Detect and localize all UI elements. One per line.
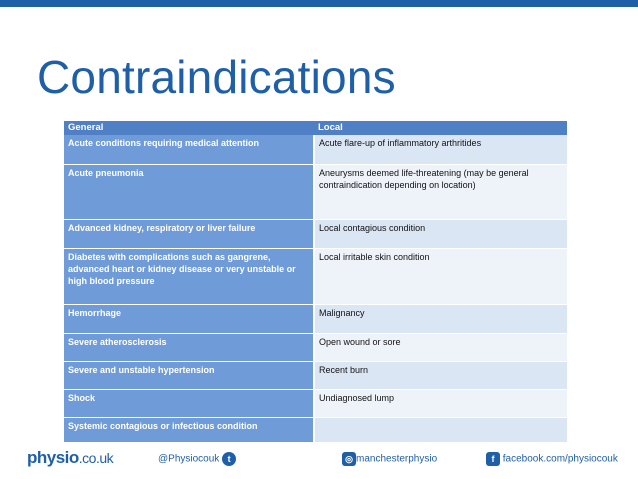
instagram-link[interactable]	[342, 452, 437, 466]
local-cell: Aneurysms deemed life-threatening (may be general contraindication depending on location)	[314, 164, 567, 219]
general-cell: Advanced kidney, respiratory or liver failure	[64, 219, 314, 248]
general-cell: Severe atherosclerosis	[64, 333, 314, 361]
instagram-icon: ◎	[342, 452, 356, 466]
twitter-link[interactable]	[158, 452, 236, 466]
facebook-link[interactable]	[486, 452, 618, 466]
local-cell: Local irritable skin condition	[314, 248, 567, 304]
table-row	[64, 304, 567, 333]
table-row	[64, 417, 567, 442]
instagram-handle: manchesterphysio	[356, 453, 438, 465]
top-accent-bar	[0, 0, 638, 7]
facebook-handle: facebook.com/physiocouk	[502, 453, 618, 465]
local-cell: Acute flare-up of inflammatory arthritides	[314, 135, 567, 164]
local-cell	[314, 417, 567, 442]
contraindications-table	[64, 121, 567, 443]
twitter-icon: t	[222, 452, 236, 466]
table-row	[64, 333, 567, 361]
facebook-icon: f	[486, 452, 500, 466]
header-general: General	[64, 121, 314, 135]
local-cell: Open wound or sore	[314, 333, 567, 361]
logo-suffix: .co.uk	[78, 450, 114, 466]
slide-title: Contraindications	[37, 51, 396, 103]
general-cell: Acute pneumonia	[64, 164, 314, 219]
local-cell: Recent burn	[314, 361, 567, 389]
logo-text: physio	[27, 448, 79, 467]
footer	[0, 446, 638, 479]
table-row	[64, 164, 567, 219]
table-row	[64, 361, 567, 389]
table-row	[64, 389, 567, 417]
local-cell: Undiagnosed lump	[314, 389, 567, 417]
local-cell: Local contagious condition	[314, 219, 567, 248]
general-cell: Systemic contagious or infectious condition	[64, 417, 314, 442]
table-header-row	[64, 121, 567, 135]
general-cell: Hemorrhage	[64, 304, 314, 333]
general-cell: Severe and unstable hypertension	[64, 361, 314, 389]
local-cell: Malignancy	[314, 304, 567, 333]
table-row	[64, 135, 567, 164]
table-row	[64, 248, 567, 304]
general-cell: Acute conditions requiring medical attention	[64, 135, 314, 164]
twitter-handle: @Physiocouk	[158, 453, 220, 465]
physio-logo[interactable]	[27, 448, 113, 468]
general-cell: Shock	[64, 389, 314, 417]
table-row	[64, 219, 567, 248]
general-cell: Diabetes with complications such as gangrene, advanced heart or kidney disease or very unstable or high blood pressure	[64, 248, 314, 304]
header-local: Local	[314, 121, 567, 135]
